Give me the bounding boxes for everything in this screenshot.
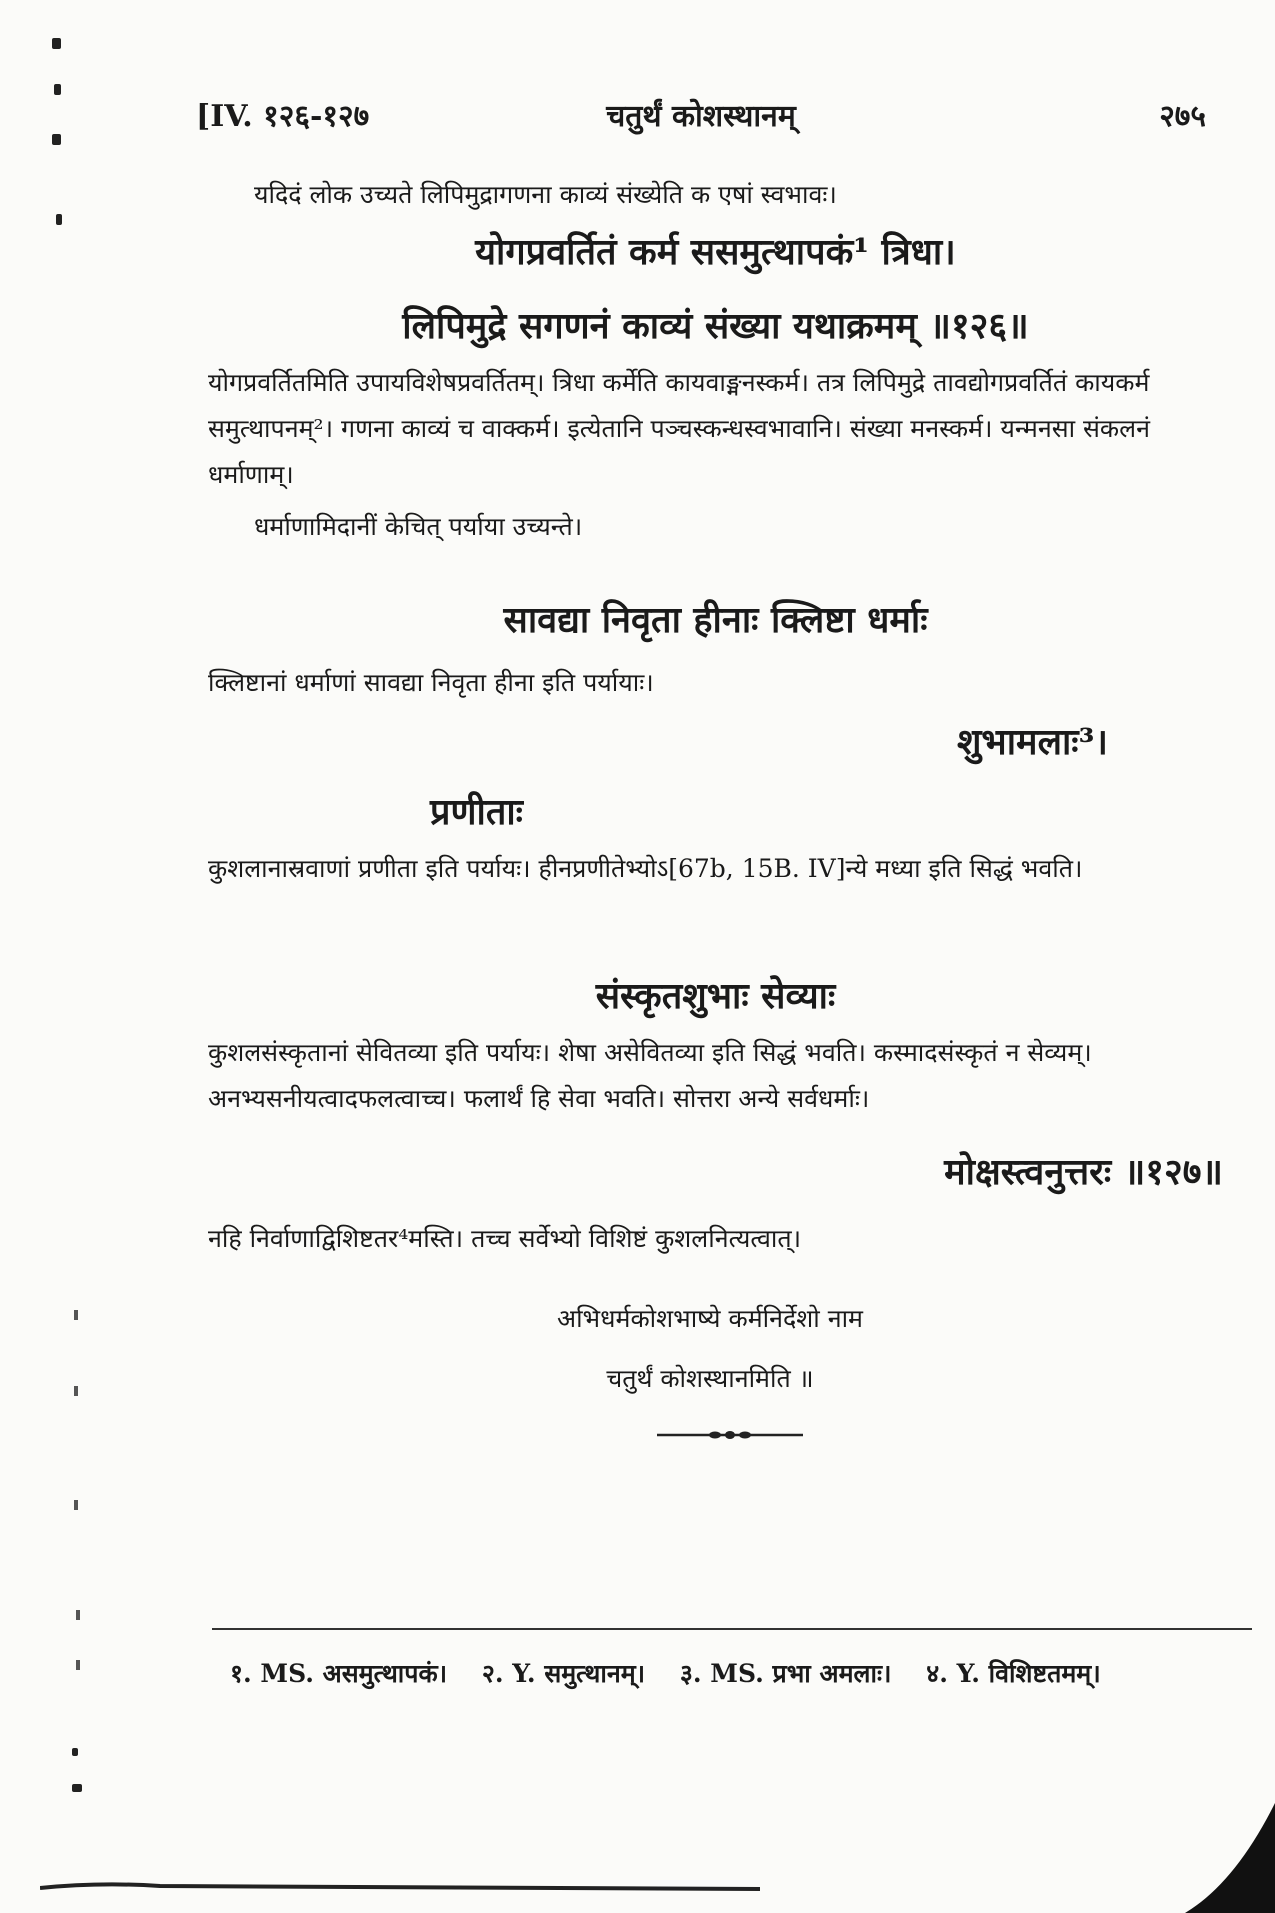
footnote-3: ३. MS. प्रभा अमलाः। [679,1659,892,1688]
verse-pranita [430,786,730,838]
scan-speck [72,1748,78,1756]
verse-126 [208,226,1223,352]
verse-127 [208,1146,1223,1198]
commentary-127 [208,1216,1223,1262]
running-header [196,92,1206,142]
footnote-1: १. MS. असमुत्थापकं। [230,1659,448,1688]
verse-sevya [208,970,1223,1022]
footnote-4: ४. Y. विशिष्टतमम्। [926,1659,1101,1688]
commentary-sevya [208,1030,1223,1122]
verse-126-line-2: लिपिमुद्रे सगणनं काव्यं संख्या यथाक्रमम् ॥१२६॥ [402,305,1029,347]
commentary-kristha [208,660,1223,706]
verse-kristha-text: सावद्या निवृता हीनाः क्लिष्टा धर्माः [503,599,928,641]
scan-mark [74,1310,78,1320]
footnotes [230,1654,1250,1694]
intro-paragraph: यदिदं लोक उच्यते लिपिमुद्रागणना काव्यं संख्येति क एषां स्वभावः। [254,180,837,209]
footnote-2: २. Y. समुत्थानम्। [481,1659,646,1688]
verse-shubhamala-text: शुभामलाः³। [956,721,1108,763]
scan-mark [74,1386,78,1396]
colophon-line-2: चतुर्थं कोशस्थानमिति ॥ [606,1364,814,1393]
commentary-127-text: नहि निर्वाणाद्विशिष्टतर⁴मस्ति। तच्च सर्वेभ्यो विशिष्टं कुशलनित्यत्वात्। [208,1224,802,1253]
ornament-divider [655,1430,805,1440]
footnote-rule [212,1628,1252,1630]
scan-edge-smudge [40,1880,760,1892]
scan-speck [52,134,61,145]
verse-sevya-text: संस्कृतशुभाः सेव्याः [595,975,836,1017]
scan-mark [76,1660,80,1670]
transition-paragraph: धर्माणामिदानीं केचित् पर्याया उच्यन्ते। [254,512,583,541]
verse-kristha [208,594,1223,646]
verse-126-line-1: योगप्रवर्तितं कर्म ससमुत्थापकं¹ त्रिधा। [475,231,956,273]
running-title: चतुर्थं कोशस्थानम् [606,99,796,134]
scan-speck [72,1784,82,1792]
commentary-kristha-text: क्लिष्टानां धर्माणां सावद्या निवृता हीना इति पर्यायाः। [208,668,654,697]
scan-speck [54,84,61,95]
commentary-sevya-text: कुशलसंस्कृतानां सेवितव्या इति पर्यायः। शेषा असेवितव्या इति सिद्धं भवति। कस्मादसंस्कृतं न सेव्यम्। अनभ्यसनीयत्वादफलत्वाच्च। फलार्थं हि सेवा भवति। सोत्तरा अन्ये सर्वधर्माः। [208,1038,1092,1113]
page-corner-fold [1185,1803,1275,1913]
commentary-126-text: योगप्रवर्तितमिति उपायविशेषप्रवर्तितम्। त्रिधा कर्मेति कायवाङ्मनस्कर्म। तत्र लिपिमुद्रे तावद्योगप्रवर्तितं कायकर्म समुत्थापनम्²। गणना काव्यं च वाक्कर्म। इत्येतानि पञ्चस्कन्धस्वभावानि। संख्या मनस्कर्म। यन्मनसा संकलनं धर्माणाम्। [208,368,1150,489]
section-reference: [IV. १२६-१२७ [196,99,370,134]
scan-mark [76,1610,80,1620]
colophon-line-1: अभिधर्मकोशभाष्ये कर्मनिर्देशो नाम [556,1304,864,1333]
verse-pranita-text: प्रणीताः [430,791,523,833]
page-number: २७५ [1159,99,1206,134]
commentary-126 [208,360,1223,550]
scan-speck [52,38,61,49]
scan-speck [56,214,62,225]
colophon [260,1296,1160,1402]
commentary-pranita [208,846,1223,892]
intro-paragraph-block [208,172,1223,218]
commentary-pranita-text: कुशलानास्रवाणां प्रणीता इति पर्यायः। हीनप्रणीतेभ्योऽ[67b, 15B. IV]न्ये मध्या इति सिद्धं भवति। [208,854,1083,883]
scan-mark [74,1500,78,1510]
verse-127-text: मोक्षस्त्वनुत्तरः ॥१२७॥ [944,1151,1223,1193]
verse-shubhamala [208,716,1108,768]
